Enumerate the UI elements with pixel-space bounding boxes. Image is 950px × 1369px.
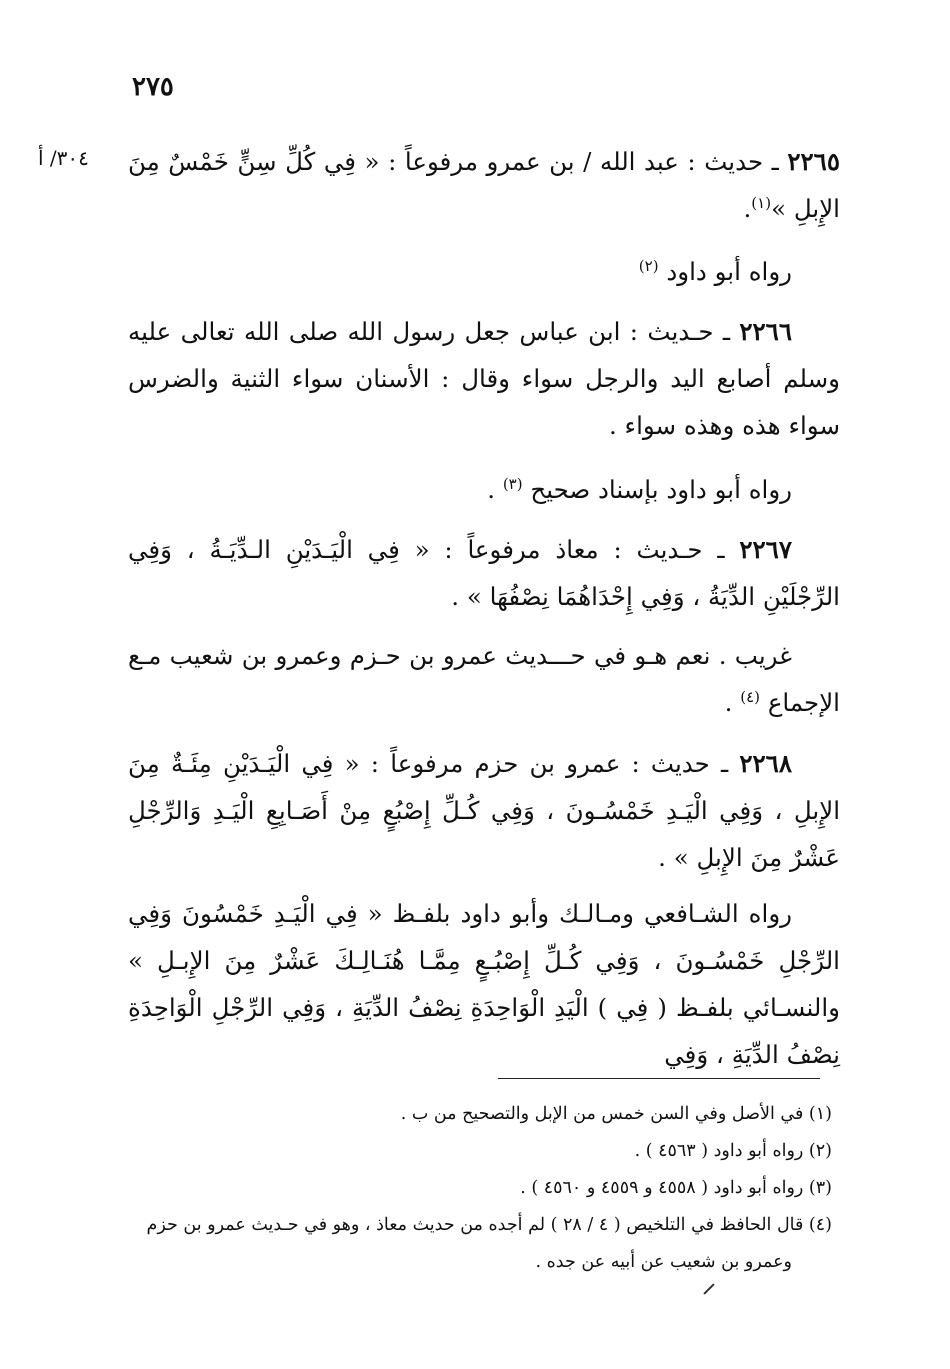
paragraph-end: . (743, 194, 752, 223)
footnotes (120, 1096, 832, 1281)
paragraph-2265 (128, 138, 840, 232)
paragraph-end: . (724, 688, 741, 717)
page-number: ٢٧٥ (132, 72, 174, 102)
paragraph-text: ـ حديث : عمرو بن حزم مرفوعاً : « فِي الْيَـدَيْنِ مِئَـةٌ مِنَ الإِبلِ ، وَفِي الْيَـدِ خَمْسُـونَ ، وَفِي كُـلِّ إِصْبُعٍ مِنْ أَصَـابِعِ الْيَـدِ وَالرِّجْلِ عَشْرٌ مِنَ الإِبلِ » . (128, 749, 840, 872)
pen-mark (703, 1283, 714, 1294)
paragraph-text: رواه أبو داود بإسناد صحيح (530, 475, 792, 504)
paragraph-end: . (487, 475, 503, 504)
footnote-3: (٣) رواه أبو داود ( ٤٥٥٨ و ٤٥٥٩ و ٤٥٦٠ ) . (520, 1178, 832, 1198)
footnote-4: (٤) قال الحافظ في التلخيص ( ٤ / ٢٨ ) لم أجده من حديث معاذ ، وهو في حـديث عمرو بن حزم (146, 1215, 832, 1235)
footnote-4-continuation: وعمرو بن شعيب عن أبيه عن جده . (535, 1252, 792, 1272)
hadith-number: ٢٢٦٥ (787, 147, 840, 176)
margin-reference: ٣٠٤/ أ (38, 146, 89, 170)
footnote-2: (٢) رواه أبو داود ( ٤٥٦٣ ) . (634, 1141, 832, 1161)
footnote-ref: (٤) (740, 687, 761, 706)
paragraph-text: ـ حديث : عبد الله / بن عمرو مرفوعاً : « فِي كُلِّ سِنٍّ خَمْسٌ مِنَ الإِبلِ » (128, 147, 840, 223)
paragraph-text: ـ حـديث : معاذ مرفوعاً : « فِي الْيَـدَيْنِ الـدِّيَـةُ ، وَفِي الرِّجْلَيْنِ الدِّيَةُ ، وَفِي إِحْدَاهُمَا نِصْفُهَا » . (128, 535, 840, 611)
footnote-1: (١) في الأصل وفي السن خمس من الإبل والتصحيح من ب . (400, 1104, 832, 1124)
paragraph-narration-3 (128, 890, 840, 1078)
footnote-ref: (٣) (502, 474, 523, 493)
paragraph-text: غريب . نعم هـو في حـــديث عمرو بن حـزم وعمرو بن شعيب مـع الإجماع (128, 641, 840, 717)
hadith-number: ٢٢٦٧ (739, 535, 792, 564)
paragraph-commentary (128, 632, 840, 726)
paragraph-text: رواه الشـافعي ومـالـك وأبو داود بلفـظ « فِي الْيَـدِ خَمْسُونَ وَفِي الرِّجْلِ خَمْسُـونَ ، وَفِي كُـلِّ إِصْبُـعٍ مِمَّـا هُنَـالِـكَ عَشْرٌ مِنَ الإِبـلِ » والنسـائي بلفـظ ( فِي ) الْيَدِ الْوَاحِدَةِ نِصْفُ الدِّيَةِ ، وَفِي الرِّجْلِ الْوَاحِدَةِ نِصْفُ الدِّيَةِ ، وَفِي (128, 899, 840, 1069)
paragraph-2266 (128, 308, 840, 449)
footnote-divider (498, 1078, 820, 1079)
footnote-ref: (٢) (638, 256, 659, 275)
paragraph-narration-2 (128, 466, 840, 513)
paragraph-2268 (128, 740, 840, 881)
paragraph-text: رواه أبو داود (666, 257, 792, 286)
paragraph-text: ـ حـديث : ابن عباس جعل رسول الله صلى الله تعالى عليه وسلم أصابع اليد والرجل سواء وقال : الأسنان سواء الثنية والضرس سواء هذه وهذه سواء . (128, 317, 840, 440)
hadith-number: ٢٢٦٨ (739, 749, 792, 778)
paragraph-narration-1 (128, 248, 840, 295)
footnote-ref: (١) (751, 193, 772, 212)
hadith-number: ٢٢٦٦ (739, 317, 792, 346)
paragraph-2267 (128, 526, 840, 620)
